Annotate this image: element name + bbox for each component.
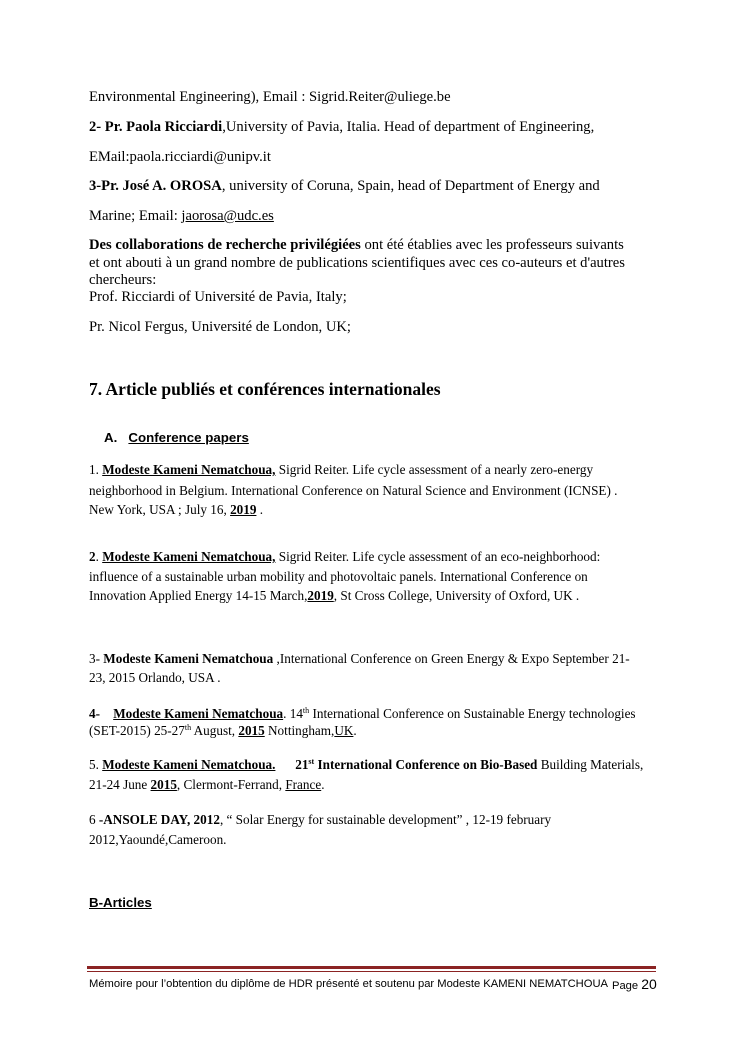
author-name: Modeste Kameni Nematchoua, [102, 549, 276, 564]
author-name: Modeste Kameni Nematchoua. [102, 757, 276, 772]
contact-reiter-line: Environmental Engineering), Email : Sigrid.Reiter@uliege.be [89, 89, 451, 105]
paper-6-line-1: 6 -ANSOLE DAY, 2012, “ Solar Energy for sustainable development” , 12-19 february [89, 812, 552, 827]
contact-ricciardi-email[interactable]: EMail:paola.ricciardi@unipv.it [89, 149, 271, 165]
contact-orosa: 3-Pr. José A. OROSA, university of Coruna, Spain, head of Department of Energy and [89, 178, 600, 194]
paper-4-line-2: (SET-2015) 25-27th August, 2015 Nottingham,UK. [89, 723, 357, 738]
collab-ricciardi: Prof. Ricciardi of Université de Pavia, Italy; [89, 289, 347, 305]
author-name: Modeste Kameni Nematchoua [113, 706, 284, 721]
footer-rule [87, 966, 656, 969]
collab-line-2: et ont abouti à un grand nombre de publications scientifiques avec ces co-auteurs et d'autres [89, 255, 625, 271]
contact-name: 3-Pr. José A. OROSA [89, 178, 222, 194]
paper-1-line-1: 1. Modeste Kameni Nematchoua, Sigrid Reiter. Life cycle assessment of a nearly zero-energy [89, 462, 594, 477]
paper-1-line-3: New York, USA ; July 16, 2019 . [89, 502, 264, 517]
subsection-conference-papers: A. Conference papers [104, 430, 249, 445]
paper-3-line-1: 3- Modeste Kameni Nematchoua ,International Conference on Green Energy & Expo September 21- [89, 651, 630, 666]
collab-line-3: chercheurs: [89, 272, 157, 288]
page-number: Page 20 [612, 976, 657, 992]
paper-2-line-3: Innovation Applied Energy 14-15 March,2019, St Cross College, University of Oxford, UK . [89, 588, 580, 603]
footer-text: Mémoire pour l’obtention du diplôme de HDR présenté et soutenu par Modeste KAMENI NEMATCHOUA [89, 978, 608, 990]
collab-fergus: Pr. Nicol Fergus, Université de London, UK; [89, 319, 351, 335]
contact-orosa-email-line: Marine; Email: jaorosa@udc.es [89, 208, 274, 224]
paper-2-line-2: influence of a sustainable urban mobility and photovoltaic panels. International Conference on [89, 569, 588, 584]
author-name: Modeste Kameni Nematchoua [103, 651, 274, 666]
collab-line-1: Des collaborations de recherche privilégiées ont été établies avec les professeurs suivants [89, 237, 624, 253]
contact-ricciardi: 2- Pr. Paola Ricciardi,University of Pavia, Italia. Head of department of Engineering, [89, 119, 595, 135]
paper-1-line-2: neighborhood in Belgium. International Conference on Natural Science and Environment (ICNSE) . [89, 483, 618, 498]
paper-4-line-1: 4- Modeste Kameni Nematchoua. 14th International Conference on Sustainable Energy technologies [89, 706, 636, 721]
paper-2-line-1: 2. Modeste Kameni Nematchoua, Sigrid Reiter. Life cycle assessment of an eco-neighborhood: [89, 549, 601, 564]
paper-3-line-2: 23, 2015 Orlando, USA . [89, 670, 221, 685]
email-link[interactable]: jaorosa@udc.es [181, 208, 274, 224]
section-title: 7. Article publiés et conférences internationales [89, 379, 441, 399]
paper-6-line-2: 2012,Yaoundé,Cameroon. [89, 832, 227, 847]
paper-5-line-2: 21-24 June 2015, Clermont-Ferrand, France. [89, 777, 325, 792]
author-name: Modeste Kameni Nematchoua, [102, 462, 276, 477]
paper-5-line-1: 5. Modeste Kameni Nematchoua. 21st International Conference on Bio-Based Building Materials, [89, 757, 644, 772]
subsection-articles: B-Articles [89, 895, 152, 910]
contact-name: 2- Pr. Paola Ricciardi [89, 119, 223, 135]
footer-rule-thin [87, 971, 656, 972]
